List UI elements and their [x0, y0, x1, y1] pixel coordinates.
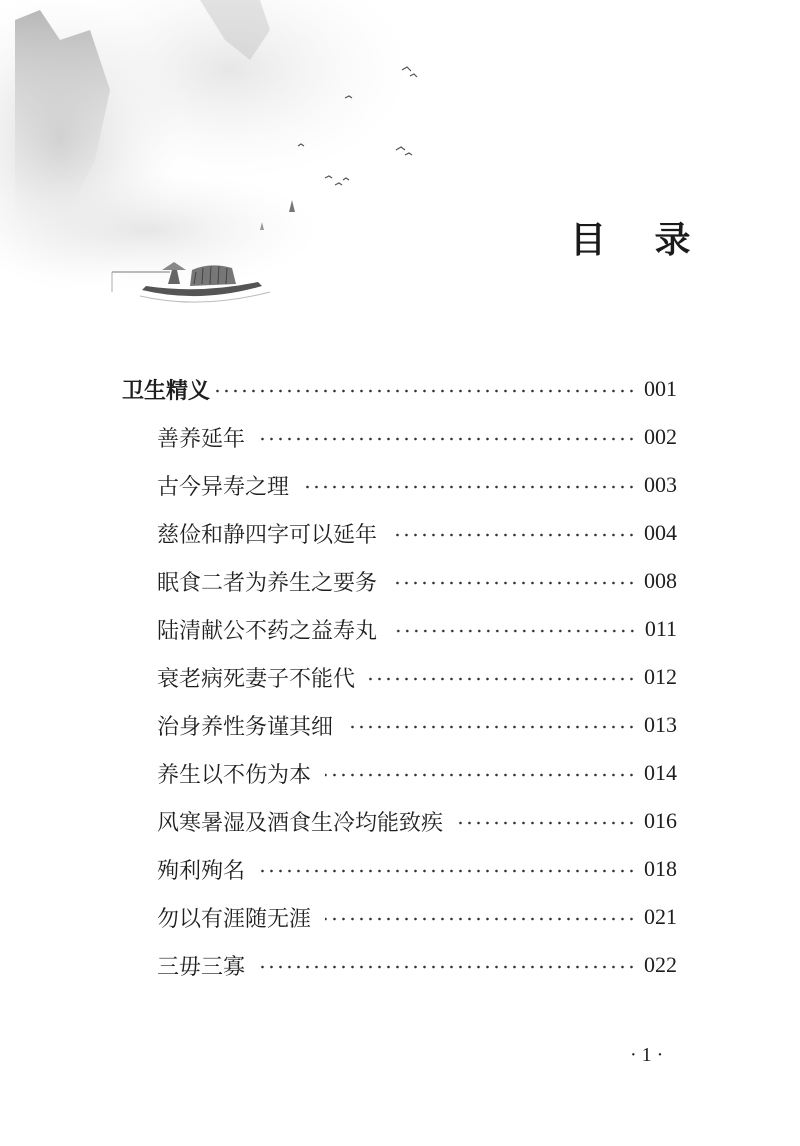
toc-entry[interactable]: [157, 655, 677, 699]
dot-leader: [259, 437, 636, 441]
ink-landscape-illustration: [0, 0, 440, 320]
toc-page-number: 002: [644, 424, 677, 449]
toc-page-number: 012: [644, 664, 677, 689]
dot-leader: [391, 581, 636, 585]
toc-entry[interactable]: [157, 943, 677, 987]
dot-leader: [212, 389, 636, 393]
toc-entry-title: 殉利殉名: [157, 858, 246, 884]
toc-entry[interactable]: [157, 751, 677, 795]
toc-page-number: 021: [644, 904, 677, 929]
toc-entry-title: 治身养性务谨其细: [157, 714, 334, 740]
dot-leader: [325, 917, 636, 921]
toc-entry-title: 勿以有涯随无涯: [157, 906, 312, 932]
toc-page-number: 001: [644, 376, 677, 401]
toc-page-number: 013: [644, 712, 677, 737]
dot-leader: [303, 485, 636, 489]
toc-entry-title: 陆清献公不药之益寿丸: [157, 618, 378, 644]
toc-entry[interactable]: [157, 895, 677, 939]
toc-page-number: 008: [644, 568, 677, 593]
footer-page-number: · 1 ·: [630, 1044, 664, 1066]
dot-leader: [259, 965, 636, 969]
toc-page-number: 011: [644, 616, 677, 641]
toc-entry[interactable]: [157, 463, 677, 507]
dot-leader: [347, 725, 636, 729]
toc-entry-title: 善养延年: [157, 426, 246, 452]
toc-section-title: 卫生精义: [122, 378, 211, 404]
toc-entry-title: 慈俭和静四字可以延年: [157, 522, 378, 548]
toc-entry-title: 风寒暑湿及酒食生冷均能致疾: [157, 810, 444, 836]
page-title: 目 录: [570, 220, 709, 261]
toc-entry[interactable]: [157, 511, 677, 555]
toc-page-number: 004: [644, 520, 677, 545]
toc-entry-title: 养生以不伤为本: [157, 762, 312, 788]
toc-page-number: 018: [644, 856, 677, 881]
toc-entry-title: 衰老病死妻子不能代: [157, 666, 356, 692]
toc-entry-title: 眠食二者为养生之要务: [157, 570, 378, 596]
dot-leader: [369, 677, 636, 681]
dot-leader: [457, 821, 636, 825]
toc-entry-title: 古今异寿之理: [157, 474, 290, 500]
toc-page-number: 003: [644, 472, 677, 497]
toc-entry[interactable]: [157, 799, 677, 843]
dot-leader: [391, 629, 637, 633]
toc-entry[interactable]: [157, 607, 677, 651]
toc-entry[interactable]: [157, 415, 677, 459]
toc-page-number: 022: [644, 952, 677, 977]
dot-leader: [259, 869, 636, 873]
toc-entry[interactable]: [157, 559, 677, 603]
dot-leader: [391, 533, 636, 537]
toc-page-number: 014: [644, 760, 677, 785]
toc-entry[interactable]: [157, 703, 677, 747]
dot-leader: [325, 773, 636, 777]
toc-page-number: 016: [644, 808, 677, 833]
toc-entry[interactable]: [157, 847, 677, 891]
toc-section[interactable]: [122, 367, 677, 411]
toc-entry-title: 三毋三寡: [157, 954, 246, 980]
